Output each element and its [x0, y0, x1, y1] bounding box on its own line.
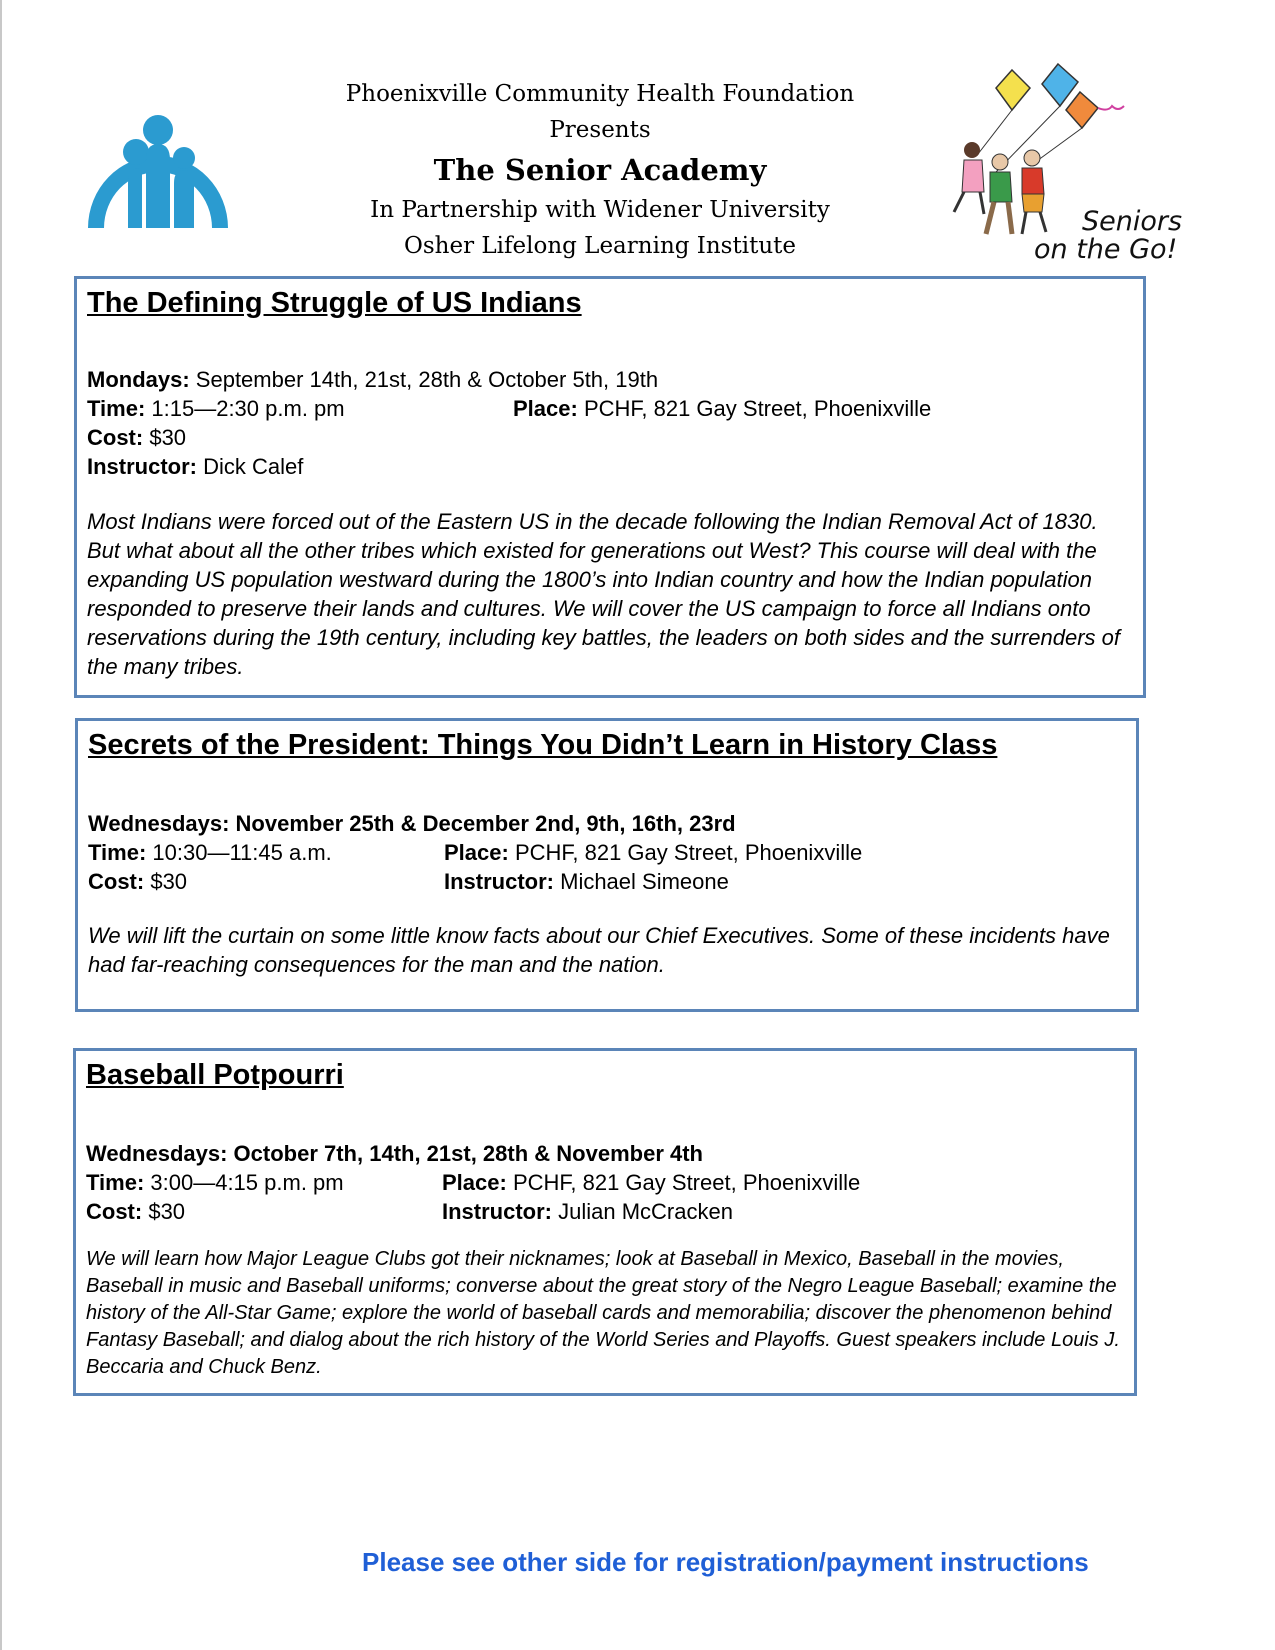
cost-row — [87, 423, 1131, 452]
instructor-value: Julian McCracken — [552, 1199, 733, 1224]
days-label: Mondays: — [87, 367, 190, 392]
cost-value: $30 — [143, 425, 187, 450]
family-logo-icon — [80, 78, 235, 228]
place — [444, 838, 862, 867]
days-value: September 14th, 21st, 28th & October 5th, 19th — [189, 367, 659, 392]
instructor-row — [87, 452, 1131, 481]
instructor-value: Michael Simeone — [554, 869, 729, 894]
cost-instructor-row — [88, 867, 1124, 896]
days-label: Wednesdays: October 7th, 14th, 21st, 28th & November 4th — [86, 1141, 703, 1166]
course-title: Secrets of the President: Things You Didn’t Learn in History Class — [88, 729, 998, 761]
time-label: Time: — [87, 396, 146, 421]
days-row — [86, 1139, 1122, 1168]
days-label: Wednesdays: November 25th & December 2nd, 9th, 16th, 23rd — [88, 811, 736, 836]
time-label: Time: — [88, 840, 147, 865]
instructor-value: Dick Calef — [197, 454, 304, 479]
days-row — [87, 365, 1131, 394]
course-info — [88, 809, 1124, 896]
cost-value: $30 — [142, 1199, 186, 1224]
cost-label: Cost: — [87, 425, 144, 450]
time-label: Time: — [86, 1170, 145, 1195]
time-place-row — [87, 394, 1131, 423]
cost-label: Cost: — [86, 1199, 143, 1224]
course-card — [73, 1048, 1137, 1396]
partnership-text: In Partnership with Widener University — [370, 197, 830, 223]
instructor — [442, 1197, 733, 1226]
course-description: We will lift the curtain on some little know facts about our Chief Executives. Some of these incidents have had far-reaching consequences for the man and the nation. — [88, 923, 1110, 977]
place-label: Place: — [444, 840, 509, 865]
institute-text: Osher Lifelong Learning Institute — [403, 233, 796, 259]
place-value: PCHF, 821 Gay Street, Phoenixville — [506, 1170, 861, 1195]
org-name: Phoenixville Community Health Foundation — [345, 81, 855, 107]
page-edge — [0, 0, 2, 1650]
place-value: PCHF, 821 Gay Street, Phoenixville — [577, 396, 932, 421]
instructor — [444, 867, 729, 896]
instructor-label: Instructor: — [442, 1199, 552, 1224]
time-place-row — [88, 838, 1124, 867]
page-title: The Senior Academy — [433, 153, 767, 187]
course-info — [86, 1139, 1122, 1226]
time-value: 3:00—4:15 p.m. pm — [144, 1170, 344, 1195]
presents-text: Presents — [549, 117, 651, 143]
time-value: 1:15—2:30 p.m. pm — [145, 396, 345, 421]
cost-value: $30 — [144, 869, 188, 894]
header — [300, 76, 900, 264]
place — [513, 394, 931, 423]
course-description: Most Indians were forced out of the Eastern US in the decade following the Indian Removal Act of 1830. But what about all the other tribes which existed for generations out West? This course will deal with the expanding US population westward during the 1800’s into Indian country and how the Indian population responded to preserve their lands and cultures. We will cover the US campaign to force all Indians onto reservations during the 19th century, including key battles, the leaders on both sides and the surrenders of the many tribes. — [87, 509, 1120, 679]
course-title: The Defining Struggle of US Indians — [87, 287, 582, 319]
cost-label: Cost: — [88, 869, 145, 894]
course-description: We will learn how Major League Clubs got their nicknames; look at Baseball in Mexico, Baseball in the movies, Baseball in music and Baseball uniforms; converse about the great story of the Negro League Baseball; examine the history of the All-Star Game; explore the world of baseball cards and memorabilia; discover the phenomenon behind Fantasy Baseball; and dialog about the rich history of the World Series and Playoffs. Guest speakers include Louis J. Beccaria and Chuck Benz. — [86, 1248, 1120, 1378]
place-label: Place: — [442, 1170, 507, 1195]
cost-instructor-row — [86, 1197, 1122, 1226]
seniors-kites-icon — [950, 62, 1185, 274]
time-value: 10:30—11:45 a.m. — [146, 840, 332, 865]
course-card — [74, 276, 1146, 698]
badge-line-2: on the Go! — [1034, 234, 1178, 265]
place-value: PCHF, 821 Gay Street, Phoenixville — [508, 840, 863, 865]
course-title: Baseball Potpourri — [86, 1059, 344, 1091]
course-card — [75, 718, 1139, 1012]
instructor-label: Instructor: — [444, 869, 554, 894]
days-row — [88, 809, 1124, 838]
time-place-row — [86, 1168, 1122, 1197]
place — [442, 1168, 860, 1197]
course-info — [87, 365, 1131, 481]
badge-line-1: Seniors — [1082, 206, 1183, 237]
place-label: Place: — [513, 396, 578, 421]
instructor-label: Instructor: — [87, 454, 197, 479]
registration-note: Please see other side for registration/payment instructions — [362, 1547, 1089, 1577]
